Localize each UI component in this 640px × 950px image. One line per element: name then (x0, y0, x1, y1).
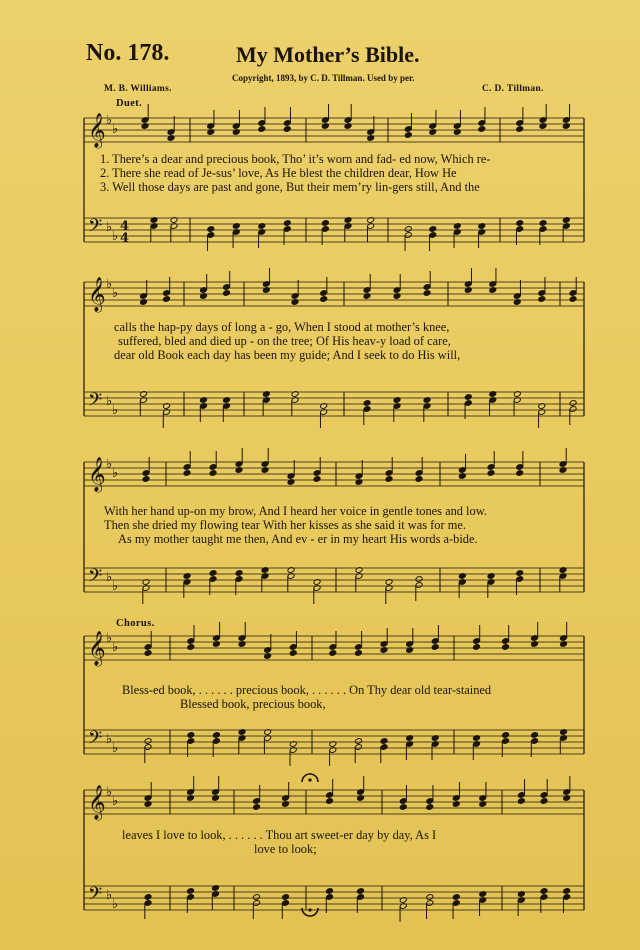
lyric-line-s1-v1: 1. There’s a dear and precious book, Tho’ it’s worn and fad- ed now, Which re- (100, 152, 491, 166)
lyric-line-s1-v2: 2. There she read of Je-sus’ love, As He blest the children dear, How He (100, 166, 457, 180)
note-head (187, 732, 195, 739)
lyric-line-s3-v3: As my mother taught me then, And ev - er in my heart His words a-bide. (118, 532, 478, 546)
note-head (289, 650, 297, 657)
note-head (363, 400, 371, 407)
note-head (326, 798, 334, 805)
note-head (142, 476, 150, 483)
system-4 (84, 622, 584, 766)
flat-icon: ♭ (112, 794, 119, 809)
note-head (282, 894, 290, 901)
system-2 (84, 268, 584, 428)
lyric-line-s4-a: Bless-ed book, . . . . . . precious book, . . . . . . On Thy dear old tear-stained (122, 683, 492, 697)
time-signature: 4 (120, 219, 130, 234)
lyric-line-s5-b: love to look; (254, 842, 317, 856)
note-head (517, 798, 525, 805)
note-head (487, 470, 495, 477)
lyric-line-s5-a: leaves I love to look, . . . . . . Thou art sweet-er day by day, As I (122, 828, 437, 842)
system-5 (84, 776, 584, 922)
flat-icon: ♭ (106, 394, 113, 409)
note-head (423, 290, 431, 297)
note-head (207, 226, 215, 233)
treble-clef-icon: 𝄞 (88, 457, 106, 492)
lyric-line-s3-v2: Then she dried my flowing tear With her kisses as she said it was for me. (104, 518, 466, 532)
note-head (464, 394, 472, 401)
bass-clef-icon: 𝄢 (88, 566, 103, 591)
lyric-line-s4-b: Blessed book, precious book, (180, 697, 326, 711)
flat-icon: ♭ (106, 732, 113, 747)
lyric-line-s2-v2: suffered, bled and died up - on the tree; Of His heav-y load of care, (118, 334, 451, 348)
composer-credit: C. D. Tillman. (482, 84, 544, 94)
note-head (380, 738, 388, 745)
note-head (404, 226, 412, 233)
lyricist-credit: M. B. Williams. (104, 84, 172, 94)
hymn-number: No. 178. (86, 40, 170, 66)
bass-clef-icon: 𝄢 (88, 728, 103, 753)
note-head (326, 888, 334, 895)
note-head (502, 732, 510, 739)
note-head (144, 894, 152, 901)
note-head (415, 476, 423, 483)
note-head (163, 296, 171, 303)
copyright-notice: Copyright, 1893, by C. D. Tillman. Used by per. (232, 73, 415, 83)
flat-icon: ♭ (106, 457, 113, 472)
note-head (516, 126, 524, 133)
note-head (478, 126, 486, 133)
note-head (209, 470, 217, 477)
note-head (531, 732, 539, 739)
flat-icon: ♭ (106, 785, 113, 800)
duet-marking: Duet. (116, 98, 143, 109)
note-head (538, 296, 546, 303)
flat-icon: ♭ (112, 579, 119, 594)
flat-icon: ♭ (112, 466, 119, 481)
note-head (426, 804, 434, 811)
bass-clef-icon: 𝄢 (88, 884, 103, 909)
lyric-line-s3-v1: With her hand up-on my brow, And I heard her voice in gentle tones and low. (104, 504, 487, 518)
note-head (431, 644, 439, 651)
bass-clef-icon: 𝄢 (88, 390, 103, 415)
flat-icon: ♭ (106, 570, 113, 585)
note-head (539, 220, 547, 227)
flat-icon: ♭ (106, 113, 113, 128)
system-3 (84, 448, 584, 604)
flat-icon: ♭ (112, 741, 119, 756)
time-signature: 4 (120, 231, 130, 246)
note-head (144, 650, 152, 657)
note-head (399, 804, 407, 811)
note-head (235, 570, 243, 577)
lyric-line-s2-v1: calls the hap-py days of long a - go, When I stood at mother’s knee, (114, 320, 450, 334)
lyric-line-s1-v3: 3. Well those days are past and gone, But their mem’ry lin-gers still, And the (100, 180, 480, 194)
flat-icon: ♭ (112, 122, 119, 137)
note-head (253, 894, 261, 901)
note-head (385, 476, 393, 483)
note-head (321, 220, 329, 227)
note-head (320, 296, 328, 303)
note-head (313, 476, 321, 483)
note-head (429, 226, 437, 233)
note-head (516, 220, 524, 227)
flat-icon: ♭ (106, 277, 113, 292)
note-head (404, 132, 412, 139)
note-head (569, 400, 577, 407)
note-head (144, 738, 152, 745)
note-head (516, 470, 524, 477)
note-head (283, 220, 291, 227)
flat-icon: ♭ (112, 286, 119, 301)
note-head (502, 644, 510, 651)
lyric-line-s2-v3: dear old Book each day has been my guide; And I seek to do His will, (114, 348, 461, 362)
flat-icon: ♭ (112, 403, 119, 418)
bass-clef-icon: 𝄢 (88, 216, 103, 241)
fermata-dot (308, 778, 311, 781)
flat-icon: ♭ (112, 897, 119, 912)
note-head (569, 296, 577, 303)
note-head (516, 570, 524, 577)
note-head (253, 804, 261, 811)
note-head (187, 644, 195, 651)
note-head (452, 894, 460, 901)
note-head (563, 888, 571, 895)
note-head (223, 290, 231, 297)
note-head (473, 644, 481, 651)
flat-icon: ♭ (106, 631, 113, 646)
treble-clef-icon: 𝄞 (88, 785, 106, 820)
note-head (329, 650, 337, 657)
fermata-dot (308, 908, 311, 911)
note-head (540, 798, 548, 805)
note-head (426, 894, 434, 901)
note-head (355, 650, 363, 657)
note-head (357, 888, 365, 895)
note-head (213, 732, 221, 739)
treble-clef-icon: 𝄞 (88, 631, 106, 666)
treble-clef-icon: 𝄞 (88, 277, 106, 312)
treble-clef-icon: 𝄞 (88, 113, 106, 148)
note-head (187, 888, 195, 895)
hymn-title: My Mother’s Bible. (236, 42, 420, 67)
note-head (209, 570, 217, 577)
note-head (355, 738, 363, 745)
note-head (183, 470, 191, 477)
flat-icon: ♭ (112, 229, 119, 244)
flat-icon: ♭ (106, 220, 113, 235)
flat-icon: ♭ (112, 640, 119, 655)
chorus-marking: Chorus. (116, 618, 155, 629)
note-head (540, 888, 548, 895)
note-head (415, 576, 423, 583)
system-1 (84, 104, 584, 251)
note-head (258, 126, 266, 133)
note-head (283, 126, 291, 133)
flat-icon: ♭ (106, 888, 113, 903)
